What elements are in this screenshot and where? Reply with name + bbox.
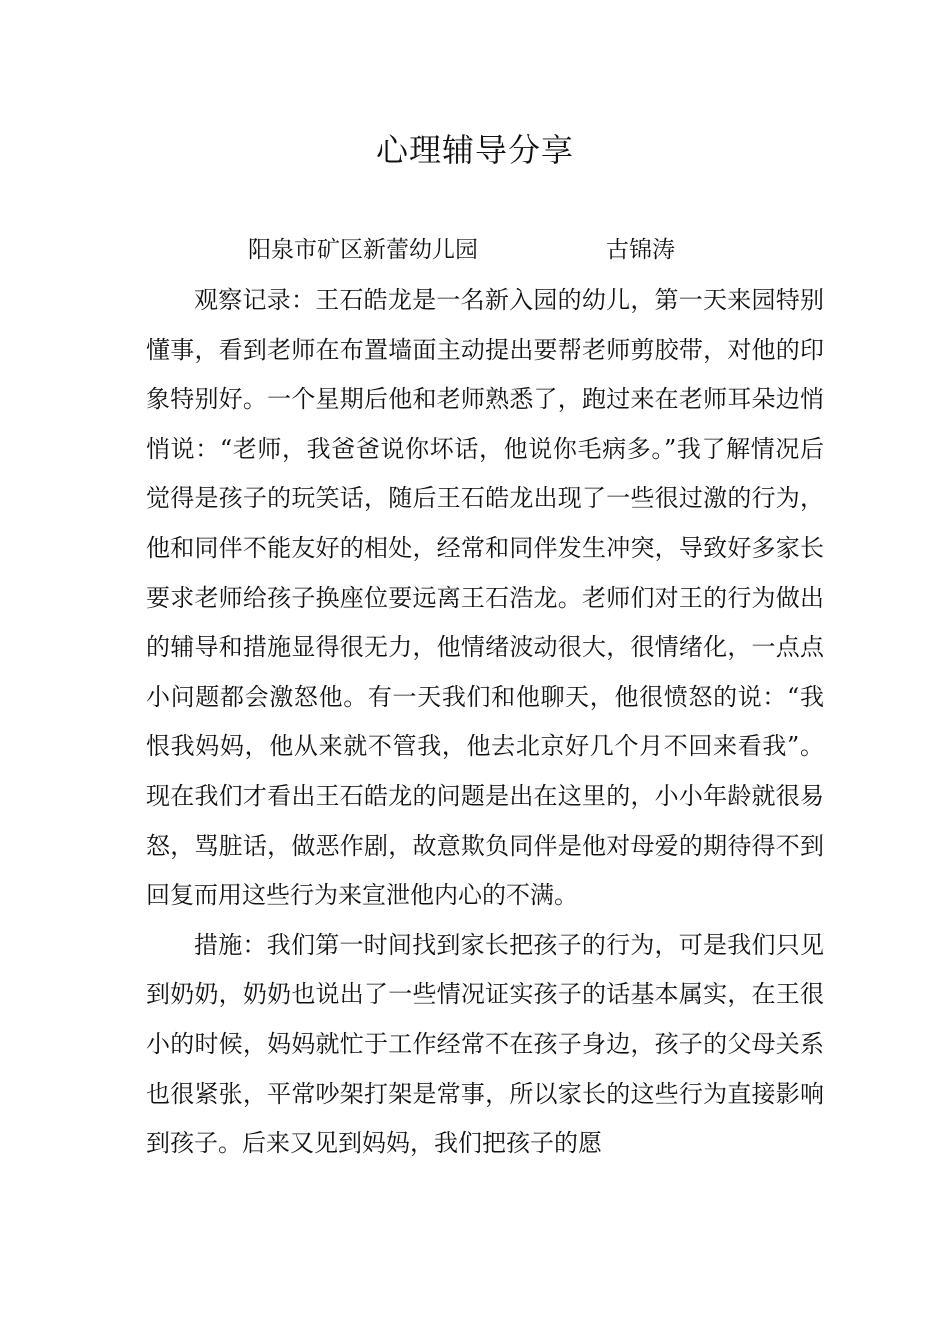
document-title: 心理辅导分享 [375, 131, 574, 169]
paragraph-measures: 措施：我们第一时间找到家长把孩子的行为，可是我们只见到奶奶，奶奶也说出了一些情况证实孩子的话基本属实，在王很小的时候，妈妈就忙于工作经常不在孩子身边，孩子的父母关系也很紧张，平常吵架打架是常事，所以家长的这些行为直接影响到孩子。后来又见到妈妈，我们把孩子的愿 [146, 930, 824, 1158]
author-name: 古锦涛 [606, 237, 675, 263]
byline [0, 230, 950, 270]
document-body [146, 276, 824, 1169]
paragraph-observation: 观察记录：王石皓龙是一名新入园的幼儿，第一天来园特别懂事，看到老师在布置墙面主动提出要帮老师剪胶带，对他的印象特别好。一个星期后他和老师熟悉了，跑过来在老师耳朵边悄悄说：“老师，我爸爸说你坏话，他说你毛病多。”我了解情况后觉得是孩子的玩笑话，随后王石皓龙出现了一些很过激的行为，他和同伴不能友好的相处，经常和同伴发生冲突，导致好多家长要求老师给孩子换座位要远离王石浩龙。老师们对王的行为做出的辅导和措施显得很无力，他情绪波动很大，很情绪化，一点点小问题都会激怒他。有一天我们和他聊天，他很愤怒的说：“我恨我妈妈，他从来就不管我，他去北京好几个月不回来看我”。现在我们才看出王石皓龙的问题是出在这里的，小小年龄就很易怒，骂脏话，做恶作剧，故意欺负同伴是他对母爱的期待得不到回复而用这些行为来宣泄他内心的不满。 [146, 286, 824, 910]
organization-name: 阳泉市矿区新蕾幼儿园 [248, 237, 478, 263]
